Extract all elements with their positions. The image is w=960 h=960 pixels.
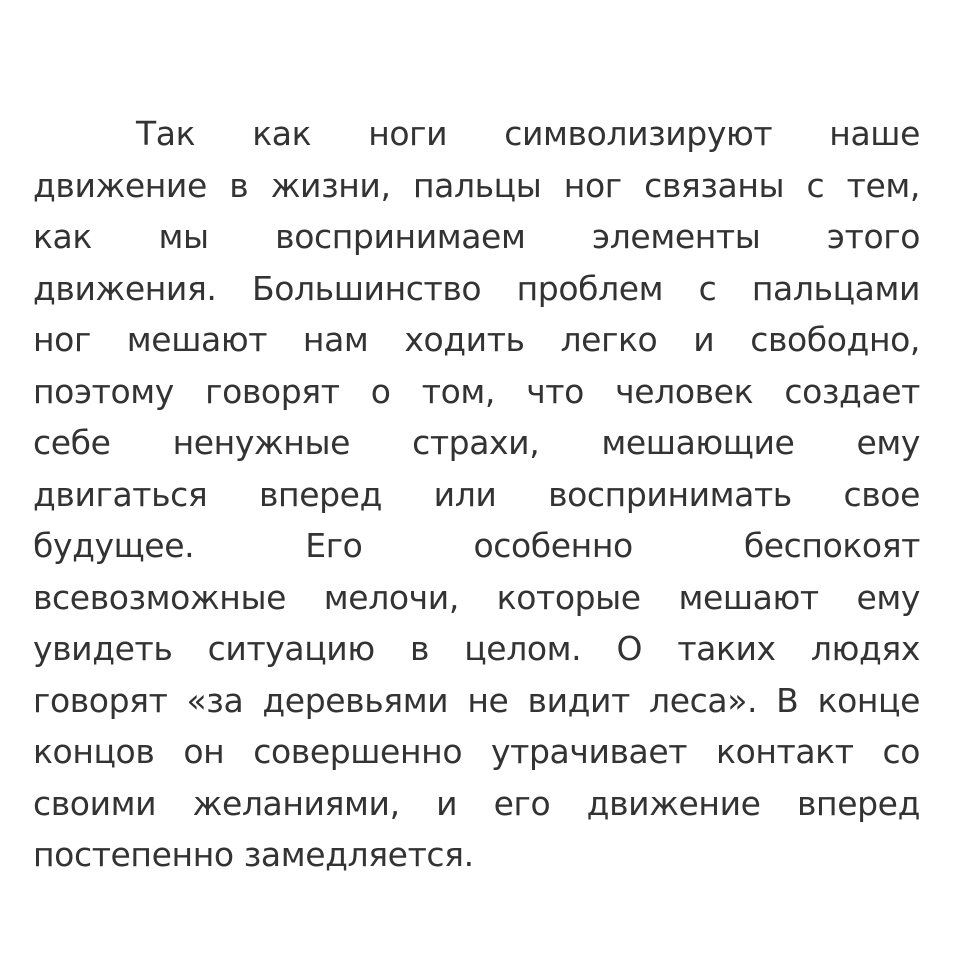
text-line: постепенно замедляется. xyxy=(33,835,474,874)
text-line: говорят «за деревьями не видит леса». В конце xyxy=(33,680,920,720)
text-line: всевозможные мелочи, которые мешают ему xyxy=(33,577,920,617)
paragraph xyxy=(33,108,920,881)
text-line: двигаться вперед или воспринимать свое xyxy=(33,474,920,514)
text-line: своими желаниями, и его движение вперед xyxy=(33,783,920,823)
text-line: концов он совершенно утрачивает контакт со xyxy=(33,732,920,771)
text-line: как мы воспринимаем элементы этого xyxy=(33,217,920,256)
text-line: увидеть ситуацию в целом. О таких людях xyxy=(33,629,920,668)
text-line: себе ненужные страхи, мешающие ему xyxy=(33,423,920,462)
text-line: Так как ноги символизируют наше xyxy=(136,114,920,153)
text-line: поэтому говорят о том, что человек создает xyxy=(33,371,920,411)
text-line: движение в жизни, пальцы ног связаны с тем, xyxy=(33,165,920,205)
text-line: будущее. Его особенно беспокоят xyxy=(33,526,920,565)
text-line: ног мешают нам ходить легко и свободно, xyxy=(33,320,920,359)
text-line: движения. Большинство проблем с пальцами xyxy=(33,268,920,308)
